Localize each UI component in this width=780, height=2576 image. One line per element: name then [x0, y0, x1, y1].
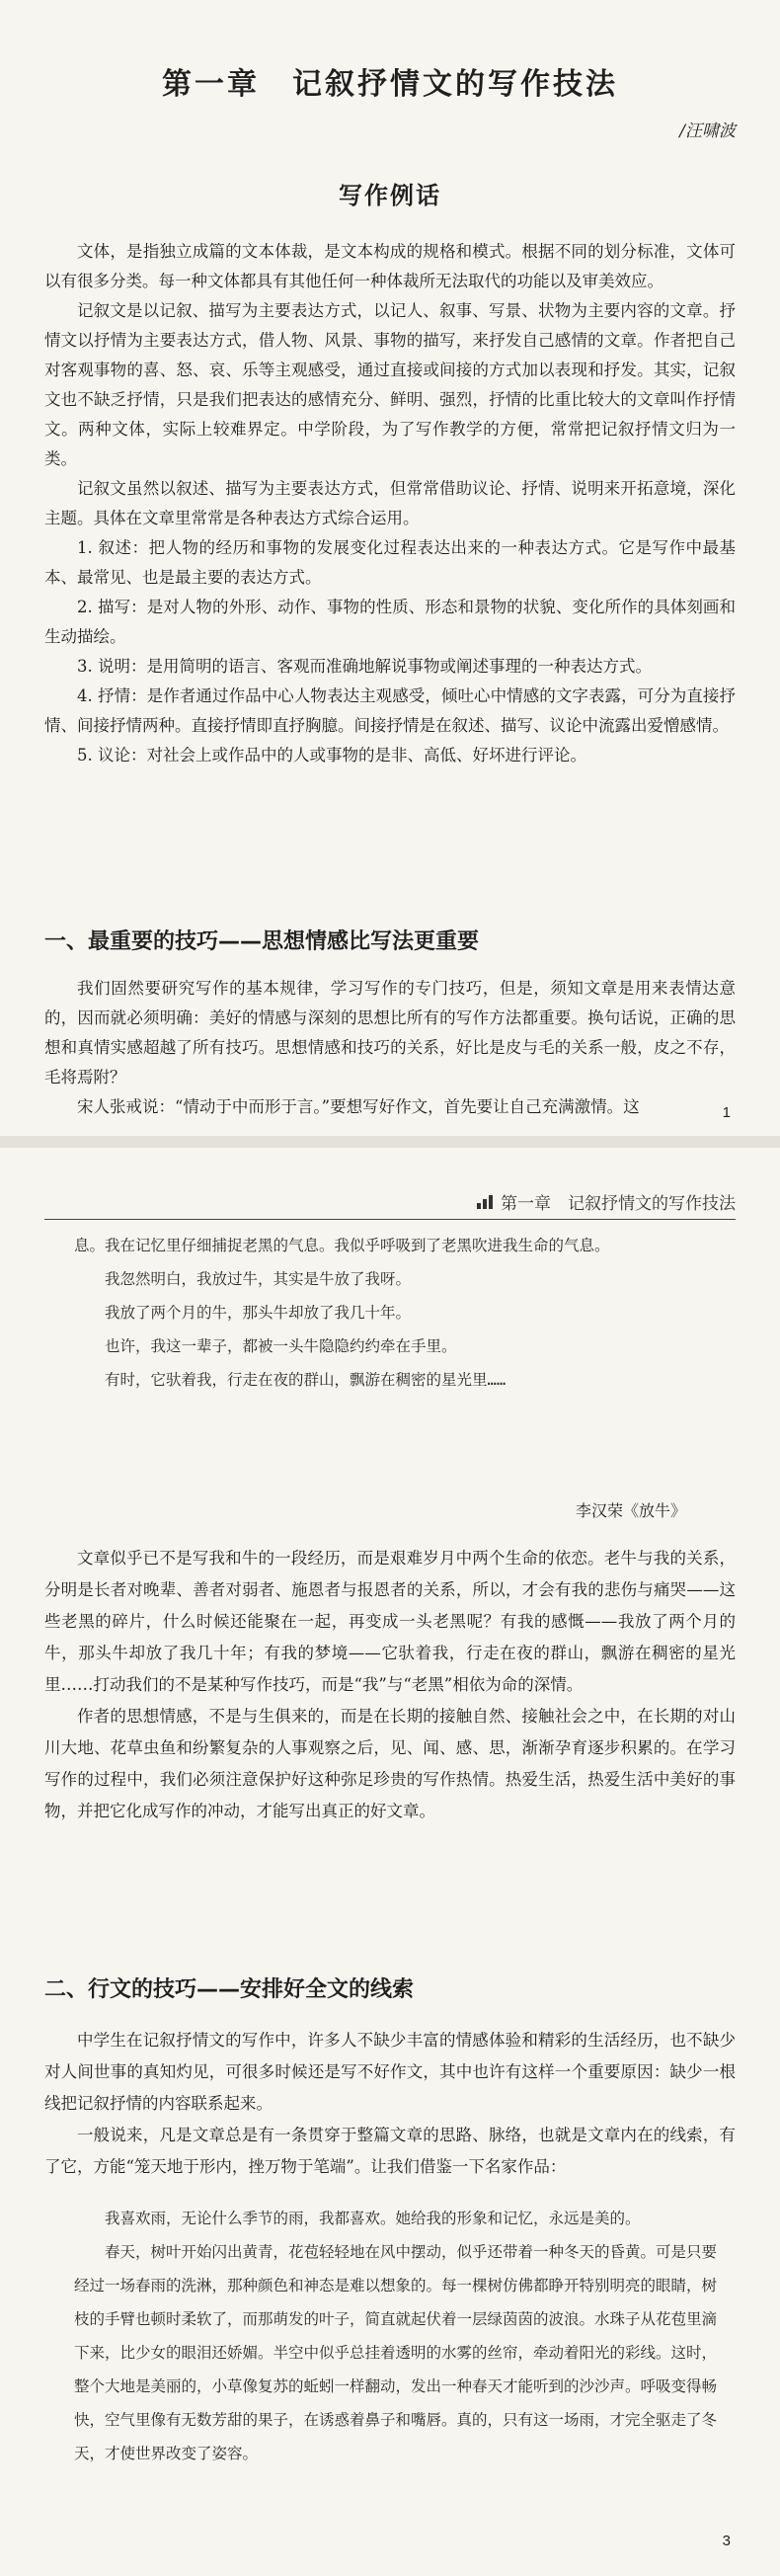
quote-line: 我忽然明白，我放过牛，其实是牛放了我呀。: [105, 1270, 412, 1288]
list-item: 1. 叙述：把人物的经历和事物的发展变化过程表达出来的一种表达方式。它是写作中最基本、最常见、也是最主要的表达方式。: [44, 538, 736, 587]
header-rule: [44, 1219, 736, 1220]
author-credit: /汪啸波: [679, 121, 736, 141]
body-text: [44, 237, 736, 770]
quote-attribution: 李汉荣《放牛》: [575, 1501, 686, 1520]
list-item: 4. 抒情：是作者通过作品中心人物表达主观感受，倾吐心中情感的文字表露，可分为直接抒情、间接抒情两种。直接抒情即直抒胸臆。间接抒情是在叙述、描写、议论中流露出爱憎感情。: [44, 686, 736, 735]
running-header-text: 第一章 记叙抒情文的写作技法: [501, 1194, 736, 1214]
quote-line: 我喜欢雨，无论什么季节的雨，我都喜欢。她给我的形象和记忆，永远是美的。: [105, 2210, 641, 2227]
book-page-1: [0, 0, 780, 1136]
list-item: 3. 说明：是用简明的语言、客观而准确地解说事物或阐述事理的一种表达方式。: [77, 657, 652, 676]
page-number: 1: [722, 1104, 731, 1121]
heading-technique-2: 二、行文的技巧——安排好全文的线索: [44, 1977, 415, 2002]
quoted-excerpt: [74, 1229, 726, 1397]
quoted-excerpt: [74, 2202, 726, 2470]
body-text: [44, 1543, 736, 1827]
page-divider: [0, 1136, 780, 1148]
paragraph: 中学生在记叙抒情文的写作中，许多人不缺少丰富的情感体验和精彩的生活经历，也不缺少对人间世事的真知灼见，可很多时候还是写不好作文，其中也许有这样一个重要原因：缺少一根线把记叙抒情的内容联系起来。: [44, 2031, 736, 2113]
paragraph: 记叙文虽然以叙述、描写为主要表达方式，但常常借助议论、抒情、说明来开拓意境，深化主题。具体在文章里常常是各种表达方式综合运用。: [44, 479, 736, 527]
section-title: 写作例话: [339, 182, 441, 209]
paragraph: 文体，是指独立成篇的文本体裁，是文本构成的规格和模式。根据不同的划分标准，文体可以有很多分类。每一种文体都具有其他任何一种体裁所无法取代的功能以及审美效应。: [44, 242, 736, 290]
list-item: 5. 议论：对社会上或作品中的人或事物的是非、高低、好坏进行评论。: [77, 746, 586, 765]
paragraph: 宋人张戒说：“情动于中而形于言。”要想写好作文，首先要让自己充满激情。这: [77, 1097, 640, 1116]
page-number: 3: [722, 2533, 731, 2549]
quote-line: 我放了两个月的牛，那头牛却放了我几十年。: [105, 1304, 412, 1322]
quote-line: 息。我在记忆里仔细捕捉老黑的气息。我似乎呼吸到了老黑吹进我生命的气息。: [74, 1237, 610, 1254]
body-text: [44, 2025, 736, 2183]
quote-line: 春天，树叶开始闪出黄青，花苞轻轻地在风中摆动，似乎还带着一种冬天的昏黄。可是只要经过一场春雨的洗淋，那种颜色和神态是难以想象的。每一棵树仿佛都睁开特别明亮的眼睛，树枝的手臂也顿时柔软了，而那萌发的叶子，简直就起伏着一层绿茵茵的波浪。水珠子从花苞里滴下来，比少女的眼泪还娇媚。半空中似乎总挂着透明的水雾的丝帘，牵动着阳光的彩线。这时，整个大地是美丽的，小草像复苏的蚯蚓一样翻动，发出一种春天才能听到的沙沙声。呼吸变得畅快，空气里像有无数芳甜的果子，在诱惑着鼻子和嘴唇。真的，只有这一场雨，才完全驱走了冬天，才使世界改变了姿容。: [74, 2243, 718, 2462]
book-page-3: [0, 1148, 780, 2576]
paragraph: 记叙文是以记叙、描写为主要表达方式，以记人、叙事、写景、状物为主要内容的文章。抒情文以抒情为主要表达方式，借人物、风景、事物的描写，来抒发自己感情的文章。作者把自己对客观事物的喜、怒、哀、乐等主观感受，通过直接或间接的方式加以表现和抒发。其实，记叙文也不缺乏抒情，只是我们把表达的感情充分、鲜明、强烈，抒情的比重比较大的文章叫作抒情文。两种文体，实际上较难界定。中学阶段，为了写作教学的方便，常常把记叙抒情文归为一类。: [44, 301, 736, 468]
heading-technique-1: 一、最重要的技巧——思想情感比写法更重要: [44, 929, 480, 954]
running-header: [477, 1189, 736, 1214]
bar-chart-icon: [477, 1194, 495, 1214]
quote-line: 也许，我这一辈子，都被一头牛隐隐约约牵在手里。: [105, 1337, 457, 1355]
paragraph: 一般说来，凡是文章总是有一条贯穿于整篇文章的思路、脉络，也就是文章内在的线索，有了它，方能“笼天地于形内，挫万物于笔端”。让我们借鉴一下名家作品：: [44, 2126, 736, 2176]
paragraph: 我们固然要研究写作的基本规律，学习写作的专门技巧，但是，须知文章是用来表情达意的，因而就必须明确：美好的情感与深刻的思想比所有的写作方法都重要。换句话说，正确的思想和真情实感超越了所有技巧。思想情感和技巧的关系，好比是皮与毛的关系一般，皮之不存，毛将焉附？: [44, 979, 736, 1087]
chapter-title: 第一章 记叙抒情文的写作技法: [162, 67, 618, 102]
paragraph: 文章似乎已不是写我和牛的一段经历，而是艰难岁月中两个生命的依恋。老牛与我的关系，分明是长者对晚辈、善者对弱者、施恩者与报恩者的关系，所以，才会有我的悲伤与痛哭——这些老黑的碎片，什么时候还能聚在一起，再变成一头老黑呢？有我的感慨——我放了两个月的牛，那头牛却放了我几十年；有我的梦境——它驮着我，行走在夜的群山，飘游在稠密的星光里……打动我们的不是某种写作技巧，而是“我”与“老黑”相依为命的深情。: [44, 1549, 736, 1694]
quote-line: 有时，它驮着我，行走在夜的群山，飘游在稠密的星光里……: [105, 1371, 507, 1389]
body-text: [44, 974, 736, 1122]
list-item: 2. 描写：是对人物的外形、动作、事物的性质、形态和景物的状貌、变化所作的具体刻画和生动描绘。: [44, 598, 736, 646]
paragraph: 作者的思想情感，不是与生俱来的，而是在长期的接触自然、接触社会之中，在长期的对山川大地、花草虫鱼和纷繁复杂的人事观察之后，见、闻、感、思，渐渐孕育逐步积累的。在学习写作的过程中，我们必须注意保护好这种弥足珍贵的写作热情。热爱生活，热爱生活中美好的事物，并把它化成写作的冲动，才能写出真正的好文章。: [44, 1707, 736, 1820]
